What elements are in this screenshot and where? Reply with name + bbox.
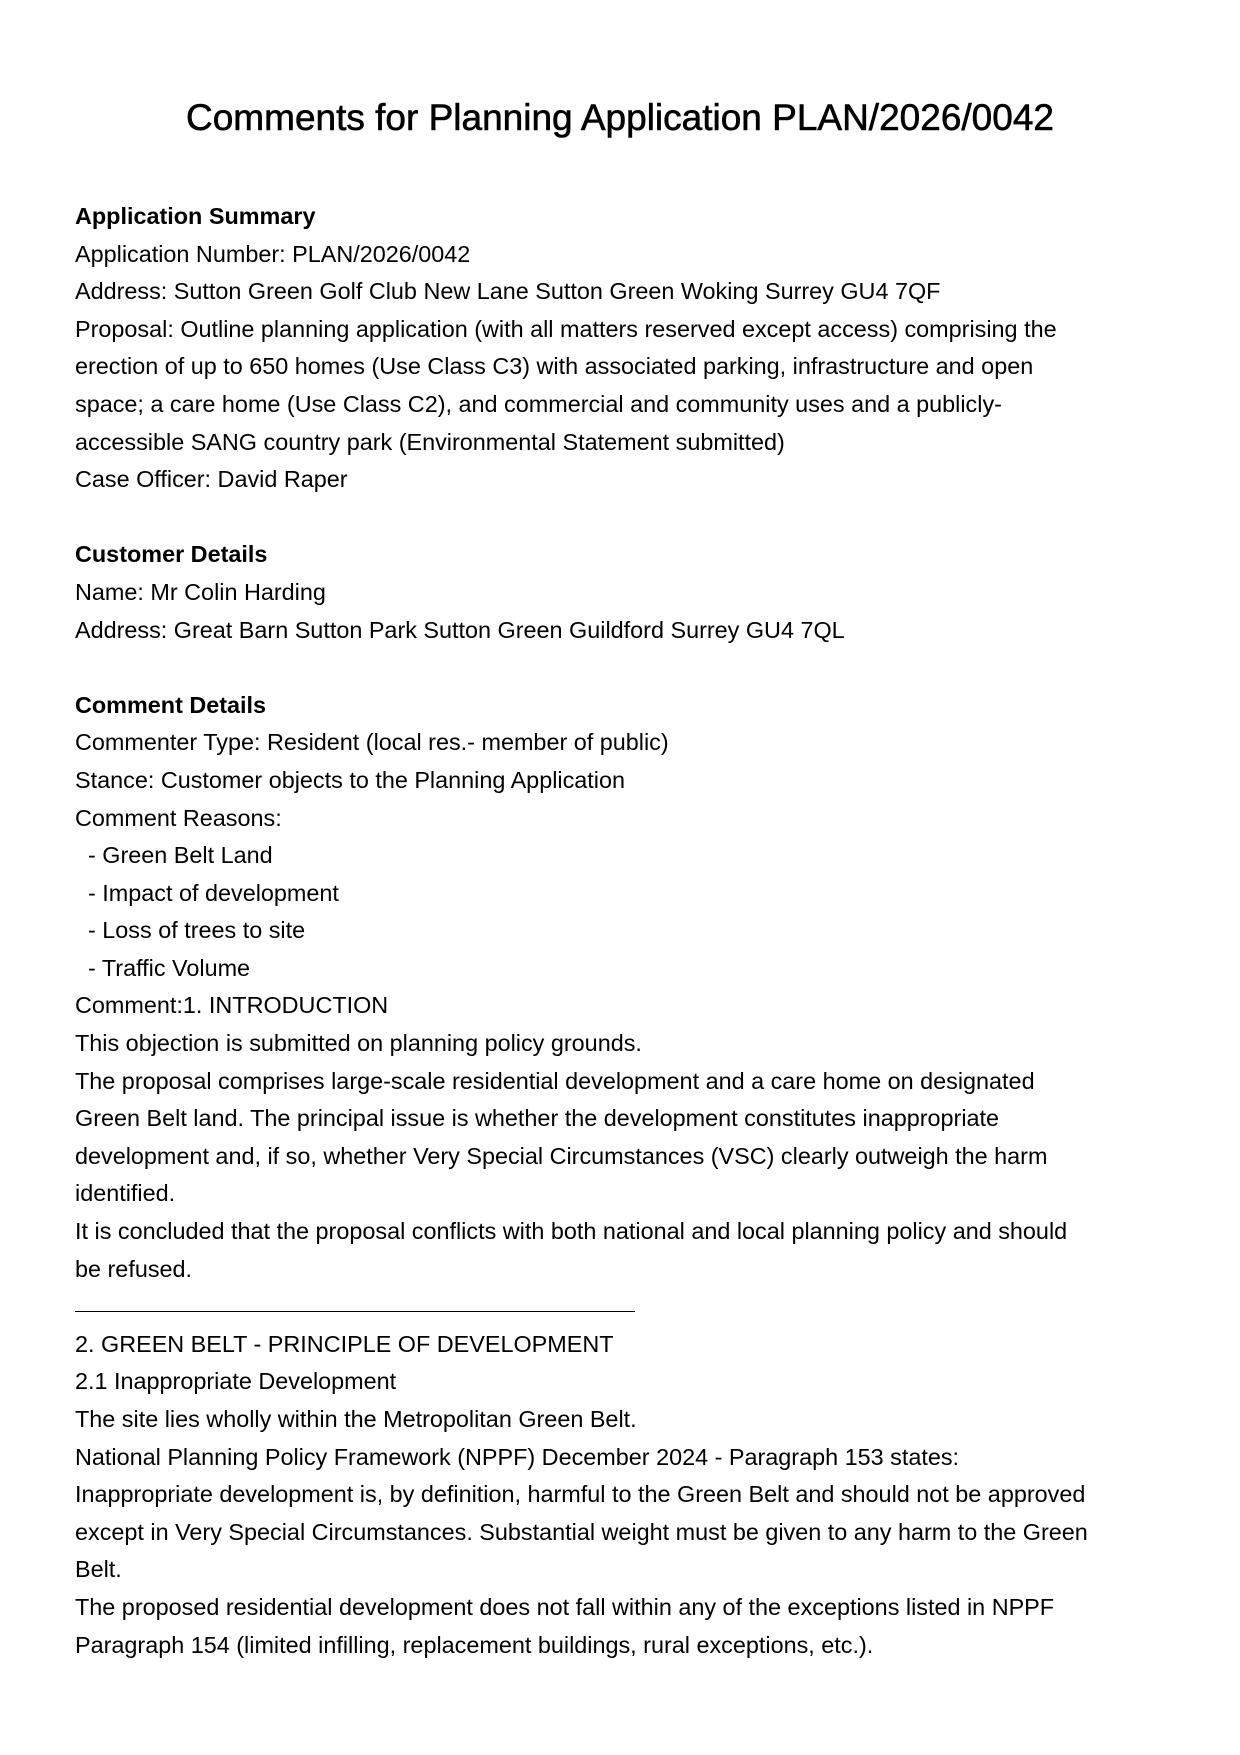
page-title: Comments for Planning Application PLAN/2026/0042: [186, 97, 1054, 138]
customer-address: Address: Great Barn Sutton Park Sutton Green Guildford Surrey GU4 7QL: [75, 616, 845, 643]
proposal-line: accessible SANG country park (Environmental Statement submitted): [75, 428, 785, 455]
proposal-line: Proposal: Outline planning application (with all matters reserved except access) comprising the: [75, 315, 1057, 342]
section-spacer: [75, 649, 1175, 687]
customer-name: Name: Mr Colin Harding: [75, 578, 326, 605]
comment-paragraph-line: except in Very Special Circumstances. Substantial weight must be given to any harm to the Green: [75, 1518, 1088, 1545]
horizontal-divider: [75, 1288, 1175, 1326]
customer-details-section: [75, 536, 1175, 649]
proposal-line: erection of up to 650 homes (Use Class C3) with associated parking, infrastructure and open: [75, 353, 1034, 380]
comment-paragraph-line: development and, if so, whether Very Special Circumstances (VSC) clearly outweigh the harm: [75, 1142, 1048, 1169]
comment-paragraph-line: be refused.: [75, 1255, 193, 1282]
stance: Stance: Customer objects to the Planning Application: [75, 766, 626, 793]
case-officer: Case Officer: David Raper: [75, 466, 348, 493]
comment-reasons-label: Comment Reasons:: [75, 804, 282, 831]
comment-text: [75, 987, 1175, 1664]
application-number: Application Number: PLAN/2026/0042: [75, 240, 471, 267]
comment-paragraph-line: Paragraph 154 (limited infilling, replacement buildings, rural exceptions, etc.).: [75, 1631, 874, 1658]
comment-paragraph-line: identified.: [75, 1180, 176, 1207]
commenter-type: Commenter Type: Resident (local res.- member of public): [75, 729, 669, 756]
comment-paragraph-line: Green Belt land. The principal issue is whether the development constitutes inappropriate: [75, 1105, 1000, 1132]
proposal-line: space; a care home (Use Class C2), and commercial and community uses and a publicly-: [75, 390, 1002, 417]
comment-paragraph-line: Comment:1. INTRODUCTION: [75, 992, 389, 1019]
comment-details-heading: Comment Details: [75, 691, 267, 718]
comment-details-section: [75, 687, 1175, 1664]
document-body: [75, 198, 1175, 1664]
comment-reasons-list: [75, 837, 1175, 987]
list-item: - Loss of trees to site: [88, 917, 306, 944]
comment-paragraph-line: 2.1 Inappropriate Development: [75, 1368, 397, 1395]
comment-paragraph-line: Belt.: [75, 1556, 122, 1583]
list-item: - Green Belt Land: [88, 842, 273, 869]
application-summary-section: [75, 198, 1175, 499]
comment-paragraph-line: Inappropriate development is, by definition, harmful to the Green Belt and should not be approved: [75, 1481, 1086, 1508]
comment-paragraph-line: The site lies wholly within the Metropolitan Green Belt.: [75, 1406, 637, 1432]
site-address: Address: Sutton Green Golf Club New Lane Sutton Green Woking Surrey GU4 7QF: [75, 278, 941, 305]
comment-paragraph-line: 2. GREEN BELT - PRINCIPLE OF DEVELOPMENT: [75, 1330, 614, 1357]
list-item: - Impact of development: [88, 879, 339, 906]
section-spacer: [75, 499, 1175, 537]
comment-paragraph-line: This objection is submitted on planning policy grounds.: [75, 1030, 642, 1057]
list-item: - Traffic Volume: [88, 954, 251, 981]
comment-paragraph-line: The proposed residential development does not fall within any of the exceptions listed in NPPF: [75, 1593, 1055, 1620]
comment-paragraph-line: The proposal comprises large-scale residential development and a care home on designated: [75, 1067, 1035, 1094]
customer-details-heading: Customer Details: [75, 541, 268, 568]
comment-paragraph-line: National Planning Policy Framework (NPPF) December 2024 - Paragraph 153 states:: [75, 1443, 960, 1470]
comment-paragraph-line: It is concluded that the proposal conflicts with both national and local planning policy and should: [75, 1218, 1068, 1245]
application-summary-heading: Application Summary: [75, 203, 316, 229]
